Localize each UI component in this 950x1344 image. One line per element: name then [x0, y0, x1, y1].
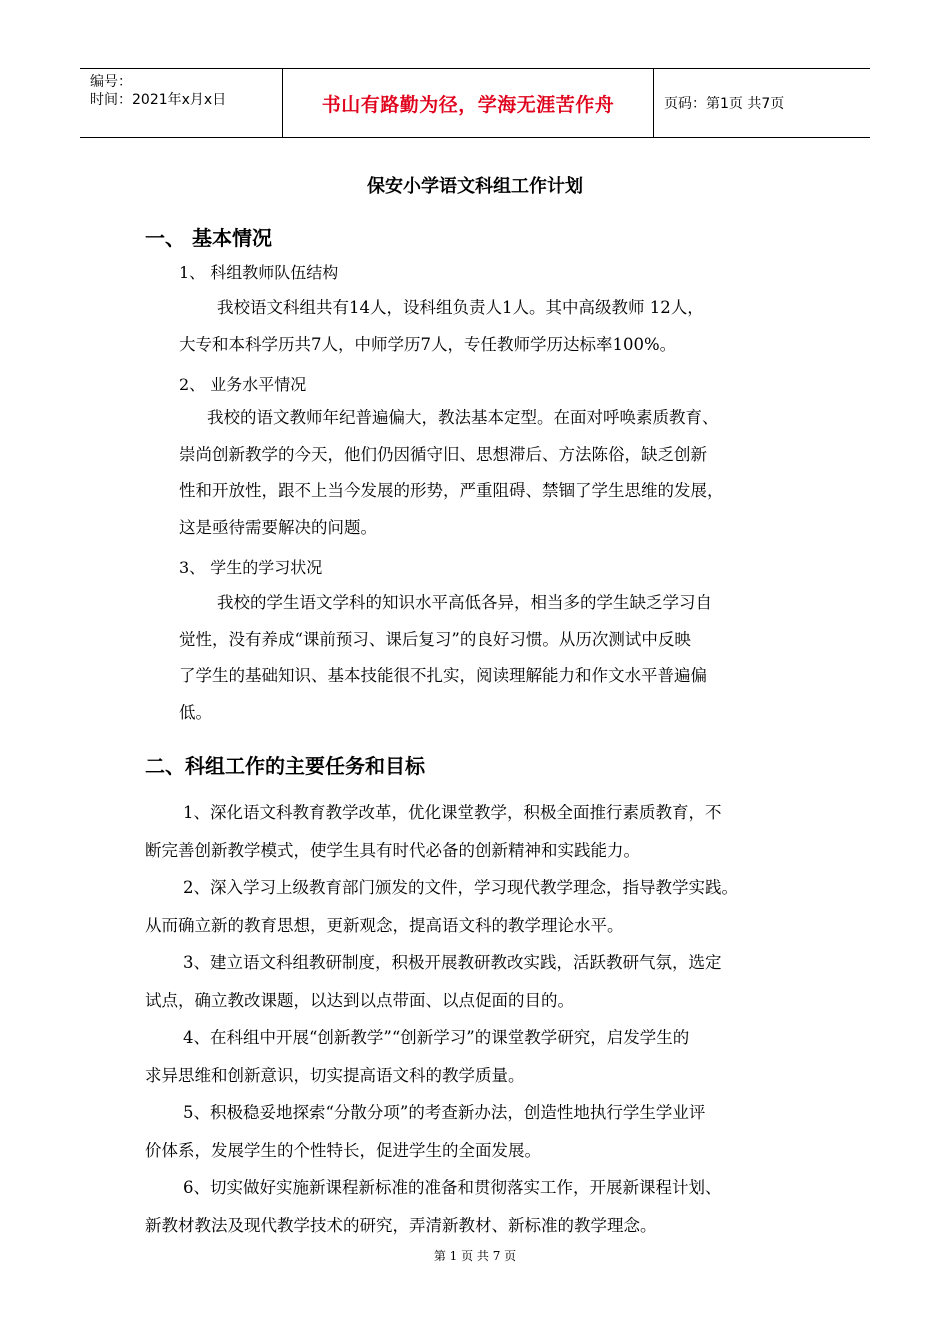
section-1-subheading-1: 1、 科组教师队伍结构 [179, 263, 339, 282]
task-item [145, 794, 738, 869]
header-page-label: 页码：第1页 共7页 [664, 96, 785, 112]
section-1-subheading-3: 3、 学生的学习状况 [179, 558, 323, 577]
task-item [145, 944, 738, 1019]
paragraph-line: 觉性，没有养成“课前预习、课后复习”的良好习惯。从历次测试中反映 [179, 629, 691, 649]
document-time-label: 时间：2021年x月x日 [90, 92, 227, 108]
document-title: 保安小学语文科组工作计划 [367, 176, 583, 197]
task-item [145, 1169, 738, 1244]
paragraph-line: 我校语文科组共有14人，设科组负责人1人。其中高级教师 12人， [217, 298, 704, 317]
header-info-cell [80, 69, 283, 137]
task-item [145, 869, 738, 944]
task-item [145, 1094, 738, 1169]
paragraph-line: 这是亟待需要解决的问题。 [179, 517, 377, 537]
section-1-paragraph-3 [179, 585, 712, 731]
paragraph-line: 性和开放性，跟不上当今发展的形势，严重阻碍、禁锢了学生思维的发展， [179, 481, 724, 500]
paragraph-line: 我校的学生语文学科的知识水平高低各异，相当多的学生缺乏学习自 [217, 593, 712, 612]
task-line: 5、积极稳妥地探索“分散分项”的考查新办法，创造性地执行学生学业评 [183, 1103, 706, 1122]
task-item [145, 1019, 738, 1094]
section-1-subheading-2: 2、 业务水平情况 [179, 375, 307, 394]
section-1-paragraph-2 [179, 400, 724, 546]
paragraph-line: 大专和本科学历共7人，中师学历7人，专任教师学历达标率100%。 [179, 334, 677, 354]
paragraph-line: 崇尚创新教学的今天，他们仍因循守旧、思想滞后、方法陈俗，缺乏创新 [179, 444, 707, 464]
task-line: 断完善创新教学模式，使学生具有时代必备的创新精神和实践能力。 [145, 840, 640, 860]
section-2-heading: 二、科组工作的主要任务和目标 [145, 754, 425, 778]
task-line: 求异思维和创新意识，切实提高语文科的教学质量。 [145, 1065, 525, 1085]
task-line: 新教材教法及现代教学技术的研究，弄清新教材、新标准的教学理念。 [145, 1215, 657, 1235]
section-2-items [145, 794, 738, 1244]
page-header [80, 68, 870, 138]
section-1-heading: 一、 基本情况 [145, 226, 272, 250]
paragraph-line: 我校的语文教师年纪普遍偏大，教法基本定型。在面对呼唤素质教育、 [207, 408, 719, 427]
task-line: 3、建立语文科组教研制度，积极开展教研教改实践，活跃教研气氛，选定 [183, 953, 722, 972]
task-line: 6、切实做好实施新课程新标准的准备和贯彻落实工作，开展新课程计划、 [183, 1178, 722, 1197]
page-footer: 第 1 页 共 7 页 [433, 1249, 517, 1263]
document-number-label: 编号： [90, 74, 132, 90]
task-line: 试点，确立教改课题，以达到以点带面、以点促面的目的。 [145, 990, 574, 1010]
task-line: 价体系，发展学生的个性特长，促进学生的全面发展。 [145, 1140, 541, 1160]
task-line: 从而确立新的教育思想，更新观念，提高语文科的教学理论水平。 [145, 915, 624, 935]
task-line: 4、在科组中开展“创新教学”“创新学习”的课堂教学研究，启发学生的 [183, 1028, 690, 1047]
paragraph-line: 低。 [179, 702, 212, 722]
paragraph-line: 了学生的基础知识、基本技能很不扎实，阅读理解能力和作文水平普遍偏 [179, 666, 707, 685]
task-line: 1、深化语文科教育教学改革，优化课堂教学，积极全面推行素质教育，不 [183, 803, 722, 822]
task-line: 2、深入学习上级教育部门颁发的文件，学习现代教学理念，指导教学实践。 [183, 878, 738, 897]
header-motto: 书山有路勤为径，学海无涯苦作舟 [283, 69, 654, 137]
section-1-paragraph-1 [179, 290, 704, 363]
